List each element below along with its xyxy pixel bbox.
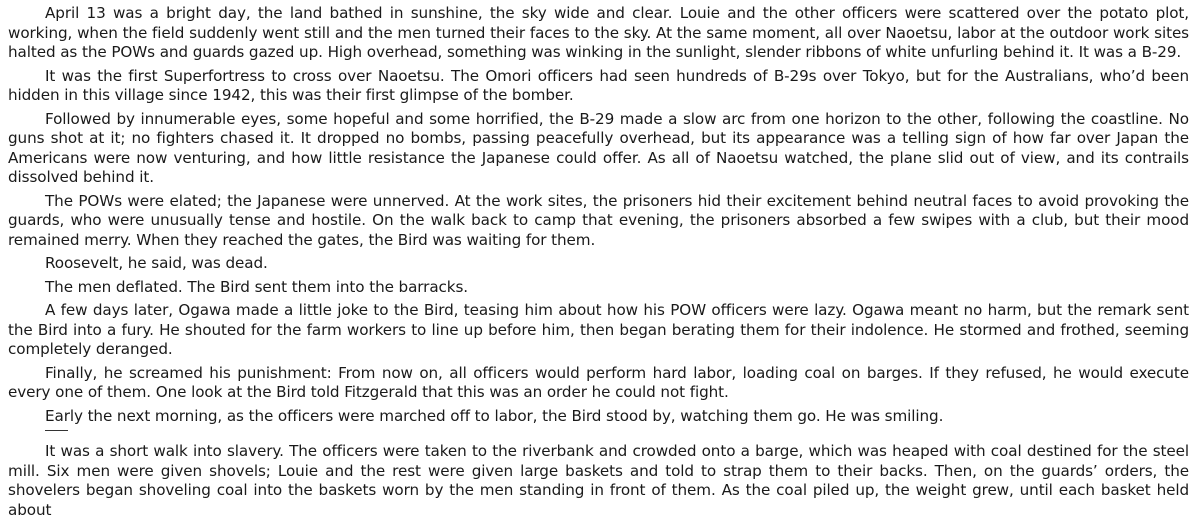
paragraph: Early the next morning, as the officers were marched off to labor, the Bird stood by, watching them go. He was smiling. [45, 406, 944, 425]
paragraph: Roosevelt, he said, was dead. [45, 254, 268, 272]
paragraph: April 13 was a bright day, the land bathed in sunshine, the sky wide and clear. Louie and the other officers were scattered over the potato plot, working, when the field suddenly went still and the men turned their faces to the sky. At the same moment, all over Naoetsu, labor at the outdoor work sites halted as the POWs and guards gazed up. High overhead, something was winking in the sunlight, slender ribbons of white unfurling behind it. It was a B-29. [8, 4, 1189, 61]
paragraph: Finally, he screamed his punishment: From now on, all officers would perform hard labor, loading coal on barges. If they refused, he would execute every one of them. One look at the Bird told Fitzgerald that this was an order he could not fight. [8, 363, 1189, 401]
section-break-wrapper [8, 430, 1189, 442]
paragraph: A few days later, Ogawa made a little joke to the Bird, teasing him about how his POW officers were lazy. Ogawa meant no harm, but the remark sent the Bird into a fury. He shouted for the farm workers to line up before him, then began berating them for their indolence. He stormed and frothed, seeming completely deranged. [8, 301, 1189, 358]
paragraph: The men deflated. The Bird sent them into the barracks. [45, 277, 469, 296]
book-page [8, 4, 1189, 520]
section-break-rule [45, 430, 68, 431]
paragraph: Followed by innumerable eyes, some hopeful and some horrified, the B-29 made a slow arc from one horizon to the other, following the coastline. No guns shot at it; no fighters chased it. It dropped no bombs, passing peacefully overhead, but its appearance was a telling sign of how far over Japan the Americans were now venturing, and how little resistance the Japanese could offer. As all of Naoetsu watched, the plane slid out of view, and its contrails dissolved behind it. [8, 109, 1189, 186]
paragraph: It was the first Superfortress to cross over Naoetsu. The Omori officers had seen hundreds of B-29s over Tokyo, but for the Australians, who’d been hidden in this village since 1942, this was their first glimpse of the bomber. [8, 66, 1189, 104]
paragraph: It was a short walk into slavery. The officers were taken to the riverbank and crowded onto a barge, which was heaped with coal destined for the steel mill. Six men were given shovels; Louie and the rest were given large baskets and told to strap them to their backs. Then, on the guards’ orders, the shovelers began shoveling coal into the baskets worn by the men standing in front of them. As the coal piled up, the weight grew, until each basket held about [8, 442, 1189, 519]
paragraph: The POWs were elated; the Japanese were unnerved. At the work sites, the prisoners hid their excitement behind neutral faces to avoid provoking the guards, who were unusually tense and hostile. On the walk back to camp that evening, the prisoners absorbed a few swipes with a club, but their mood remained merry. When they reached the gates, the Bird was waiting for them. [8, 191, 1189, 249]
